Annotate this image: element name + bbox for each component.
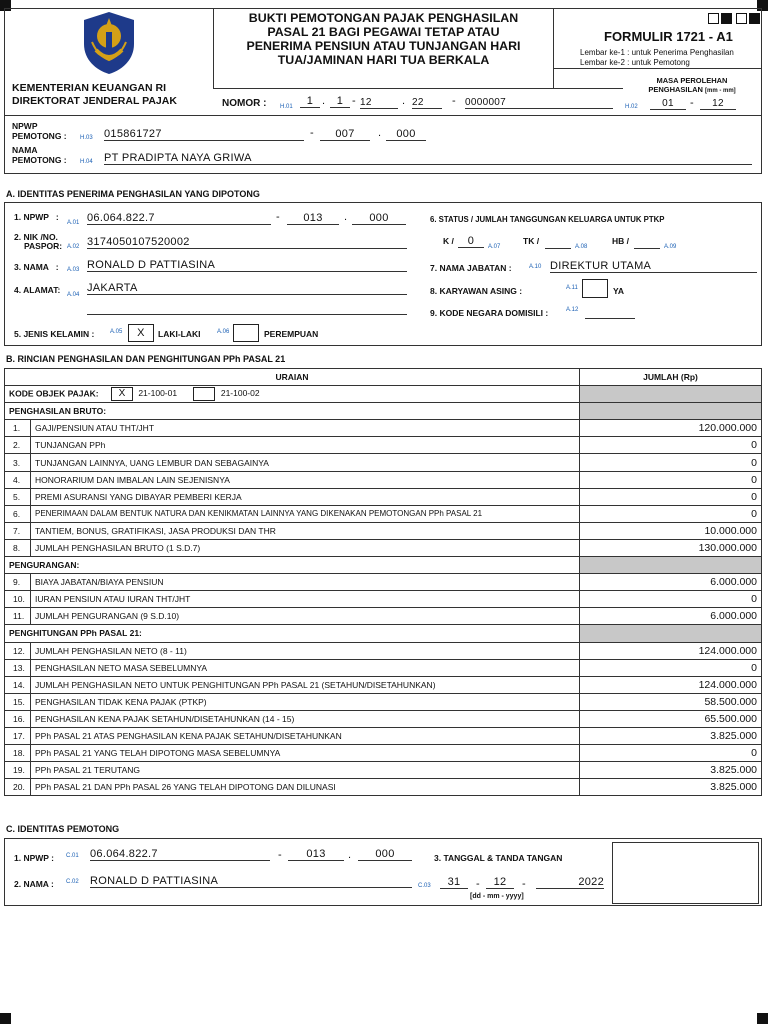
pemotong-npwp-field-2[interactable]: 007 (320, 128, 370, 141)
table-row (5, 522, 762, 539)
a-hb-field[interactable] (634, 248, 660, 249)
section-a-title: A. IDENTITAS PENERIMA PENGHASILAN YANG DIPOTONG (6, 189, 260, 199)
npwp-label-line-2: PEMOTONG : (12, 131, 67, 141)
row-label: PENGHASILAN NETO MASA SEBELUMNYA (31, 659, 580, 676)
c-year-field[interactable]: 2022 (536, 876, 604, 889)
table-row (5, 574, 762, 591)
row-label: PENERIMAAN DALAM BENTUK NATURA DAN KENIKMATAN LAINNYA YANG DIKENAKAN PEMOTONGAN PPh PASAL 21 (31, 505, 580, 522)
checkbox-laki-laki[interactable]: X (128, 324, 154, 342)
a-k-label: K / (443, 236, 454, 246)
pemotong-frame (4, 116, 762, 174)
a-k-field[interactable]: 0 (458, 235, 484, 248)
pemotong-npwp-dash: - (310, 127, 314, 139)
a-nik-label (14, 233, 62, 251)
nomor-dot: . (322, 95, 326, 107)
a-tk-label: TK / (523, 236, 540, 246)
pengurangan-header-shaded (580, 557, 762, 574)
table-row (5, 488, 762, 505)
table-row (5, 779, 762, 796)
period-code: H.02 (625, 104, 638, 110)
table-row (5, 505, 762, 522)
penghitungan-header-row (5, 625, 762, 642)
table-row (5, 710, 762, 727)
col-uraian: URAIAN (5, 369, 580, 386)
a-nama-code: A.03 (67, 267, 80, 273)
row-amount[interactable]: 58.500.000 (580, 693, 762, 710)
row-number: 16. (5, 710, 31, 727)
row-number: 13. (5, 659, 31, 676)
pemotong-npwp-dot: . (378, 127, 382, 139)
pengurangan-header-row (5, 557, 762, 574)
row-label: PENGHASILAN KENA PAJAK SETAHUN/DISETAHUNKAN (14 - 15) (31, 710, 580, 727)
c-npwp-field-1[interactable]: 06.064.822.7 (90, 848, 270, 861)
checkbox-21-100-01[interactable]: X (111, 387, 133, 401)
ministry-logo-icon (78, 10, 140, 76)
table-row (5, 745, 762, 762)
row-label: GAJI/PENSIUN ATAU THT/JHT (31, 420, 580, 437)
nomor-divider (213, 88, 623, 89)
a-jk-perempuan-label: PEREMPUAN (264, 329, 319, 339)
row-amount[interactable]: 6.000.000 (580, 608, 762, 625)
copy-box-1 (708, 13, 719, 24)
row-amount[interactable]: 124.000.000 (580, 642, 762, 659)
a-status-label: 6. STATUS / JUMLAH TANGGUNGAN KELUARGA UNTUK PTKP (430, 215, 665, 224)
a-npwp-dot: . (344, 211, 348, 223)
a-nik-code: A.02 (67, 244, 80, 250)
nomor-field-4[interactable]: 22 (412, 97, 442, 109)
registration-mark-bottom-left (0, 1013, 11, 1024)
table-row (5, 762, 762, 779)
period-format: [mm - mm] (705, 88, 736, 94)
row-label: HONORARIUM DAN IMBALAN LAIN SEJENISNYA (31, 471, 580, 488)
pemotong-npwp-field-3[interactable]: 000 (386, 128, 426, 141)
pemotong-npwp-code: H.03 (80, 135, 93, 141)
row-label: PREMI ASURANSI YANG DIBAYAR PEMBERI KERJA (31, 488, 580, 505)
checkbox-karyawan-asing[interactable] (582, 279, 608, 298)
row-label: PPh PASAL 21 DAN PPh PASAL 26 YANG TELAH DIPOTONG DAN DILUNASI (31, 779, 580, 796)
c-nama-code: C.02 (66, 879, 79, 885)
c-npwp-field-3[interactable]: 000 (358, 848, 412, 861)
bruto-header-row (5, 403, 762, 420)
row-amount[interactable]: 65.500.000 (580, 710, 762, 727)
a-k-code: A.07 (488, 244, 501, 250)
table-row (5, 608, 762, 625)
directorate-name: DIREKTORAT JENDERAL PAJAK (12, 95, 177, 107)
rincian-table (4, 368, 762, 796)
a-asing-label: 8. KARYAWAN ASING : (430, 286, 523, 296)
row-label: JUMLAH PENGHASILAN NETO UNTUK PENGHITUNGAN PPh PASAL 21 (SETAHUN/DISETAHUNKAN) (31, 676, 580, 693)
penghitungan-header-shaded (580, 625, 762, 642)
row-label: IURAN PENSIUN ATAU IURAN THT/JHT (31, 591, 580, 608)
nomor-dot-2: . (402, 95, 406, 107)
copy-box-3 (736, 13, 747, 24)
a-alamat-field-line-2[interactable] (87, 314, 407, 315)
section-b-title: B. RINCIAN PENGHASILAN DAN PENGHITUNGAN PPh PASAL 21 (6, 354, 286, 364)
issuer-block (12, 82, 177, 108)
a-tk-code: A.08 (575, 244, 588, 250)
row-label: PPh PASAL 21 YANG TELAH DIPOTONG MASA SEBELUMNYA (31, 745, 580, 762)
row-amount[interactable]: 0 (580, 471, 762, 488)
nomor-dash-2: - (452, 95, 456, 107)
sheet-1-text: Lembar ke-1 : untuk Penerima Penghasilan (580, 48, 734, 57)
row-amount[interactable]: 0 (580, 488, 762, 505)
npwp-label-line-1: NPWP (12, 121, 38, 131)
a-alamat-field[interactable]: JAKARTA (87, 282, 407, 295)
table-row (5, 437, 762, 454)
a-tk-field[interactable] (545, 248, 571, 249)
row-amount[interactable]: 0 (580, 745, 762, 762)
c-npwp-dash: - (278, 849, 282, 861)
nik-label-line-2: PASPOR: (24, 241, 63, 251)
row-number: 19. (5, 762, 31, 779)
row-number: 20. (5, 779, 31, 796)
pengurangan-header: PENGURANGAN: (5, 557, 580, 574)
period-from-field[interactable]: 01 (650, 98, 686, 110)
a-nama-field[interactable]: RONALD D PATTIASINA (87, 259, 407, 272)
table-row (5, 539, 762, 556)
col-jumlah: JUMLAH (Rp) (580, 369, 762, 386)
bruto-header-shaded (580, 403, 762, 420)
row-number: 18. (5, 745, 31, 762)
a-npwp-dash: - (276, 211, 280, 223)
form-name: FORMULIR 1721 - A1 (604, 29, 733, 44)
c-date-code: C.03 (418, 883, 431, 889)
checkbox-21-100-02[interactable] (193, 387, 215, 401)
a-jk-label: 5. JENIS KELAMIN : (14, 329, 95, 339)
row-amount[interactable]: 130.000.000 (580, 539, 762, 556)
period-label-1: MASA PEROLEHAN (656, 76, 728, 85)
penghitungan-header: PENGHITUNGAN PPh PASAL 21: (5, 625, 580, 642)
a-nik-field[interactable]: 3174050107520002 (87, 236, 407, 249)
title-line-2: PASAL 21 BAGI PEGAWAI TETAP ATAU (267, 25, 500, 39)
a-hb-code: A.09 (664, 244, 677, 250)
document-title (213, 11, 554, 67)
period-label (622, 76, 762, 96)
row-label: PENGHASILAN TIDAK KENA PAJAK (PTKP) (31, 693, 580, 710)
c-npwp-label: 1. NPWP : (14, 853, 54, 863)
a-jabatan-label: 7. NAMA JABATAN : (430, 263, 512, 273)
c-day-field[interactable]: 31 (440, 876, 468, 889)
nomor-field-2[interactable]: 1 (330, 95, 350, 108)
row-amount[interactable]: 0 (580, 437, 762, 454)
row-label: JUMLAH PENGHASILAN NETO (8 - 11) (31, 642, 580, 659)
pemotong-nama-field[interactable]: PT PRADIPTA NAYA GRIWA (104, 152, 752, 165)
signature-box[interactable] (612, 842, 759, 904)
kode-objek-row (5, 386, 762, 403)
a-npwp-code: A.01 (67, 220, 80, 226)
row-number: 8. (5, 539, 31, 556)
a-negara-field[interactable] (585, 318, 635, 319)
row-label: PPh PASAL 21 TERUTANG (31, 762, 580, 779)
row-number: 17. (5, 727, 31, 744)
row-label: TUNJANGAN PPh (31, 437, 580, 454)
row-number: 14. (5, 676, 31, 693)
nama-label-line-1: NAMA (12, 145, 38, 155)
title-line-4: TUA/JAMINAN HARI TUA BERKALA (277, 53, 490, 67)
pemotong-npwp-field-1[interactable]: 015861727 (104, 128, 304, 141)
a-npwp-field-2[interactable]: 013 (287, 212, 339, 225)
table-row (5, 659, 762, 676)
a-npwp-label: 1. NPWP : (14, 212, 59, 222)
row-amount[interactable]: 0 (580, 591, 762, 608)
pemotong-npwp-label (12, 121, 67, 141)
nomor-field-3[interactable]: 12 (360, 97, 398, 109)
nomor-field-1[interactable]: 1 (300, 95, 320, 108)
section-c-title: C. IDENTITAS PEMOTONG (6, 824, 120, 834)
a-asing-ya: YA (613, 286, 625, 296)
a-hb-label: HB / (612, 236, 629, 246)
a-nama-label: 3. NAMA : (14, 262, 59, 272)
c-ttd-label: 3. TANGGAL & TANDA TANGAN (434, 853, 563, 863)
period-to-field[interactable]: 12 (700, 98, 736, 110)
row-amount[interactable]: 3.825.000 (580, 762, 762, 779)
row-label: JUMLAH PENGHASILAN BRUTO (1 S.D.7) (31, 539, 580, 556)
table-row (5, 471, 762, 488)
copy-box-4 (749, 13, 760, 24)
row-label: PPh PASAL 21 ATAS PENGHASILAN KENA PAJAK SETAHUN/DISETAHUNKAN (31, 727, 580, 744)
kode-objek-amount-shaded (580, 386, 762, 403)
row-number: 10. (5, 591, 31, 608)
bruto-header: PENGHASILAN BRUTO: (5, 403, 580, 420)
row-amount[interactable]: 3.825.000 (580, 779, 762, 796)
table-row (5, 693, 762, 710)
kode-objek-cell (5, 386, 580, 403)
kode-2-label: 21-100-02 (220, 388, 260, 399)
row-number: 2. (5, 437, 31, 454)
row-number: 5. (5, 488, 31, 505)
row-number: 12. (5, 642, 31, 659)
a-asing-code: A.11 (566, 285, 578, 291)
row-number: 6. (5, 505, 31, 522)
a-jabatan-field[interactable]: DIREKTUR UTAMA (550, 260, 757, 273)
nomor-dash: - (352, 95, 356, 107)
c-month-field[interactable]: 12 (486, 876, 514, 889)
table-row (5, 454, 762, 471)
table-row (5, 420, 762, 437)
period-divider (554, 68, 762, 69)
row-label: JUMLAH PENGURANGAN (9 S.D.10) (31, 608, 580, 625)
table-header-row (5, 369, 762, 386)
a-alamat-label: 4. ALAMAT: (14, 285, 61, 295)
nama-label-line-2: PEMOTONG : (12, 155, 67, 165)
c-date-dash-1: - (476, 878, 480, 890)
kode-1-label: 21-100-01 (138, 388, 178, 399)
sheet-info (580, 48, 734, 68)
ministry-name: KEMENTERIAN KEUANGAN RI (12, 82, 167, 94)
row-amount[interactable]: 0 (580, 505, 762, 522)
kode-objek-label: KODE OBJEK PAJAK: (9, 388, 99, 399)
a-npwp-field-1[interactable]: 06.064.822.7 (87, 212, 271, 225)
row-number: 4. (5, 471, 31, 488)
nomor-field-5[interactable]: 0000007 (465, 97, 613, 109)
row-label: TUNJANGAN LAINNYA, UANG LEMBUR DAN SEBAGAINYA (31, 454, 580, 471)
row-amount[interactable]: 0 (580, 659, 762, 676)
checkbox-perempuan[interactable] (233, 324, 259, 342)
a-negara-label: 9. KODE NEGARA DOMISILI : (430, 308, 549, 318)
title-line-1: BUKTI PEMOTONGAN PAJAK PENGHASILAN (248, 11, 519, 25)
row-amount[interactable]: 3.825.000 (580, 727, 762, 744)
c-nama-field[interactable]: RONALD D PATTIASINA (90, 875, 412, 888)
nomor-code: H.01 (280, 104, 293, 110)
row-amount[interactable]: 0 (580, 454, 762, 471)
row-number: 3. (5, 454, 31, 471)
table-row (5, 727, 762, 744)
c-date-dash-2: - (522, 878, 526, 890)
row-number: 7. (5, 522, 31, 539)
a-jabatan-code: A.10 (529, 264, 542, 270)
row-number: 15. (5, 693, 31, 710)
c-nama-label: 2. NAMA : (14, 879, 54, 889)
row-amount[interactable]: 6.000.000 (580, 574, 762, 591)
c-npwp-dot: . (348, 849, 352, 861)
title-line-3: PENERIMA PENSIUN ATAU TUNJANGAN HARI (246, 39, 521, 53)
row-label: BIAYA JABATAN/BIAYA PENSIUN (31, 574, 580, 591)
c-date-format: [dd - mm - yyyy] (470, 893, 524, 900)
pemotong-nama-code: H.04 (80, 159, 93, 165)
row-number: 1. (5, 420, 31, 437)
period-dash: - (690, 97, 694, 109)
copy-box-2 (721, 13, 732, 24)
table-row (5, 676, 762, 693)
a-npwp-field-3[interactable]: 000 (352, 212, 406, 225)
a-jk-code-p: A.06 (217, 329, 230, 335)
row-amount[interactable]: 10.000.000 (580, 522, 762, 539)
sheet-2-text: Lembar ke-2 : untuk Pemotong (580, 58, 690, 67)
row-number: 9. (5, 574, 31, 591)
period-label-2: PENGHASILAN (648, 85, 703, 94)
nomor-label: NOMOR : (222, 98, 267, 109)
a-jk-code-l: A.05 (110, 329, 123, 335)
pemotong-nama-label (12, 145, 67, 165)
a-jk-laki-label: LAKI-LAKI (158, 329, 201, 339)
row-number: 11. (5, 608, 31, 625)
a-negara-code: A.12 (566, 307, 579, 313)
nik-label-line-1: 2. NIK /NO. (14, 232, 58, 242)
row-amount[interactable]: 124.000.000 (580, 676, 762, 693)
c-npwp-field-2[interactable]: 013 (288, 848, 344, 861)
table-row (5, 591, 762, 608)
row-amount[interactable]: 120.000.000 (580, 420, 762, 437)
registration-mark-bottom-right (757, 1013, 768, 1024)
row-label: TANTIEM, BONUS, GRATIFIKASI, JASA PRODUKSI DAN THR (31, 522, 580, 539)
c-npwp-code: C.01 (66, 853, 79, 859)
table-row (5, 642, 762, 659)
a-alamat-code: A.04 (67, 292, 80, 298)
